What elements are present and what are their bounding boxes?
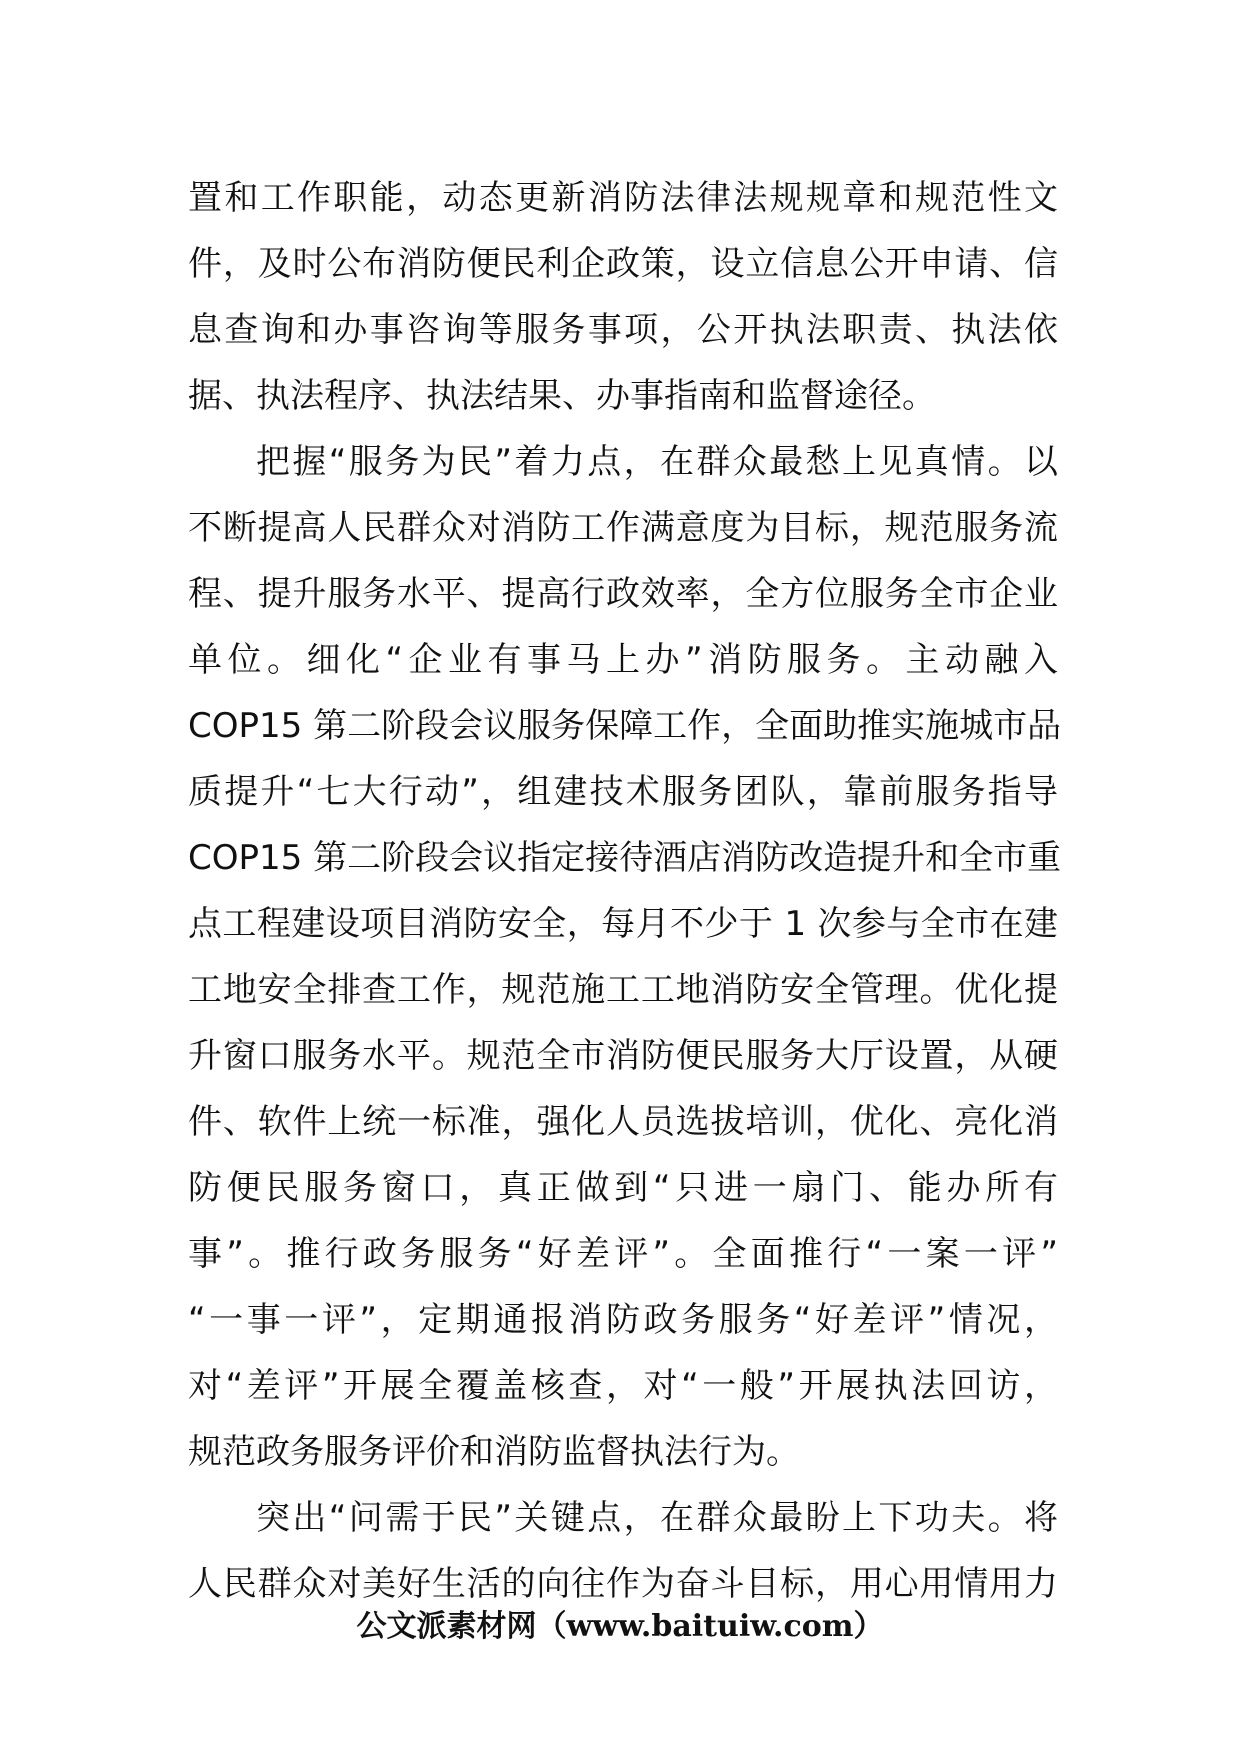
text-line: 不断提高人民群众对消防工作满意度为目标，规范服务流	[188, 508, 1058, 548]
text-line: “一事一评”，定期通报消防政务服务“好差评”情况，	[188, 1300, 1058, 1340]
text-line: 件、软件上统一标准，强化人员选拔培训，优化、亮化消	[188, 1102, 1058, 1142]
text-line: 对“差评”开展全覆盖核查，对“一般”开展执法回访，	[188, 1366, 1058, 1406]
text-line: COP15 第二阶段会议指定接待酒店消防改造提升和全市重	[188, 838, 1062, 878]
text-line: 工地安全排查工作，规范施工工地消防安全管理。优化提	[188, 970, 1058, 1010]
text-line: 质提升“七大行动”，组建技术服务团队，靠前服务指导	[188, 772, 1058, 812]
text-line: 程、提升服务水平、提高行政效率，全方位服务全市企业	[188, 574, 1058, 614]
text-line: 息查询和办事咨询等服务事项，公开执法职责、执法依	[188, 310, 1058, 350]
text-line: 升窗口服务水平。规范全市消防便民服务大厅设置，从硬	[188, 1036, 1058, 1076]
text-line: 单位。细化“企业有事马上办”消防服务。主动融入	[188, 640, 1058, 680]
text-line: 事”。推行政务服务“好差评”。全面推行“一案一评”	[188, 1234, 1058, 1274]
text-line: 防便民服务窗口，真正做到“只进一扇门、能办所有	[188, 1168, 1058, 1208]
text-line: 人民群众对美好生活的向往作为奋斗目标，用心用情用力	[188, 1564, 1058, 1604]
text-line: COP15 第二阶段会议服务保障工作，全面助推实施城市品	[188, 706, 1062, 746]
paragraph-start-line: 把握“服务为民”着力点，在群众最愁上见真情。以	[256, 442, 1058, 482]
text-line: 件，及时公布消防便民利企政策，设立信息公开申请、信	[188, 244, 1058, 284]
body-text	[188, 165, 1062, 1617]
footer-watermark: 公文派素材网（www.baituiw.com）	[356, 1609, 884, 1644]
text-line: 置和工作职能，动态更新消防法律法规规章和规范性文	[188, 178, 1058, 218]
paragraph-start-line: 突出“问需于民”关键点，在群众最盼上下功夫。将	[256, 1498, 1058, 1538]
text-line: 点工程建设项目消防安全，每月不少于 1 次参与全市在建	[188, 904, 1058, 944]
text-line: 规范政务服务评价和消防监督执法行为。	[188, 1432, 800, 1472]
text-line: 据、执法程序、执法结果、办事指南和监督途径。	[188, 376, 936, 416]
